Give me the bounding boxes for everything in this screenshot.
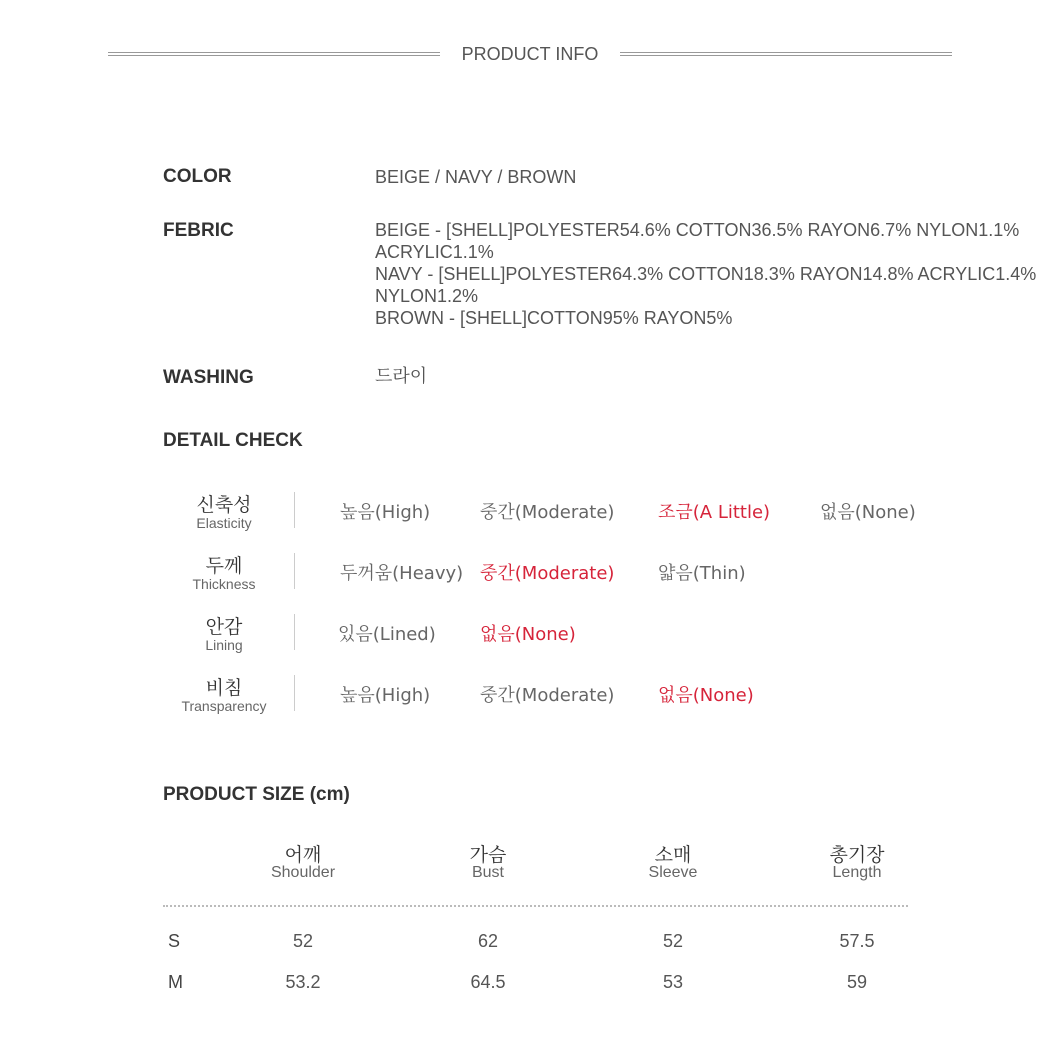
detail-row-elasticity xyxy=(150,490,1030,540)
detail-option: 높음(High) xyxy=(340,685,431,706)
fabric-line: BROWN - [SHELL]COTTON95% RAYON5% xyxy=(375,308,733,328)
size-col-header-en: Length xyxy=(832,864,882,881)
detail-option-selected: 중간(Moderate) xyxy=(480,563,615,584)
detail-row-thickness xyxy=(150,551,1030,601)
size-cell: 53.2 xyxy=(285,972,321,992)
detail-option: 중간(Moderate) xyxy=(480,685,615,706)
detail-row-transparency xyxy=(150,673,1030,723)
size-row-label: M xyxy=(168,972,183,992)
size-cell: 53 xyxy=(662,972,684,992)
divider xyxy=(294,614,295,650)
divider xyxy=(294,675,295,711)
fabric-label: FEBRIC xyxy=(163,220,234,241)
size-col-header-ko: 어깨 xyxy=(284,844,322,866)
color-label: COLOR xyxy=(163,166,232,187)
size-col-header-ko: 가슴 xyxy=(469,844,507,866)
size-cell: 52 xyxy=(662,931,684,951)
detail-row-label-en: Lining xyxy=(205,637,243,653)
detail-option: 있음(Lined) xyxy=(338,624,436,645)
detail-row-label-en: Transparency xyxy=(181,698,267,714)
fabric-line: NAVY - [SHELL]POLYESTER64.3% COTTON18.3% RAYON14.8% ACRYLIC1.4% xyxy=(375,264,1037,284)
detail-option: 없음(None) xyxy=(820,502,916,523)
size-col-header-en: Bust xyxy=(471,864,504,881)
fabric-line: ACRYLIC1.1% xyxy=(375,242,494,262)
size-col-header-ko: 소매 xyxy=(654,844,692,866)
detail-option-selected: 없음(None) xyxy=(658,685,754,706)
detail-option-selected: 조금(A Little) xyxy=(658,502,771,523)
detail-option-selected: 없음(None) xyxy=(480,624,576,645)
size-col-header-en: Shoulder xyxy=(270,864,336,881)
detail-check-title: DETAIL CHECK xyxy=(163,430,303,451)
table-divider xyxy=(163,905,908,907)
detail-option: 중간(Moderate) xyxy=(480,502,615,523)
detail-row-label-ko: 신축성 xyxy=(196,494,252,516)
header-rule-left xyxy=(108,52,440,56)
washing-value: 드라이 xyxy=(375,366,428,387)
page-title: PRODUCT INFO xyxy=(461,44,599,64)
divider xyxy=(294,492,295,528)
size-cell: 64.5 xyxy=(470,972,506,992)
fabric-line: NYLON1.2% xyxy=(375,286,479,306)
size-cell: 57.5 xyxy=(839,931,875,951)
size-col-header-en: Sleeve xyxy=(648,864,698,881)
divider xyxy=(294,553,295,589)
size-row-label: S xyxy=(168,931,181,951)
size-cell: 62 xyxy=(477,931,499,951)
detail-row-label-en: Thickness xyxy=(192,576,256,592)
detail-row-label-ko: 두께 xyxy=(205,555,243,577)
fabric-line: BEIGE - [SHELL]POLYESTER54.6% COTTON36.5% RAYON6.7% NYLON1.1% xyxy=(375,220,1020,240)
detail-row-label-ko: 비침 xyxy=(205,677,243,699)
detail-row-lining xyxy=(150,612,1030,662)
fabric-value xyxy=(375,219,1036,329)
size-cell: 52 xyxy=(292,931,314,951)
size-cell: 59 xyxy=(846,972,868,992)
detail-row-label-en: Elasticity xyxy=(196,515,252,531)
detail-option: 두꺼움(Heavy) xyxy=(340,563,464,584)
detail-option: 높음(High) xyxy=(340,502,431,523)
detail-row-label-ko: 안감 xyxy=(205,616,243,638)
size-col-header-ko: 총기장 xyxy=(829,844,885,866)
color-value: BEIGE / NAVY / BROWN xyxy=(375,167,577,187)
washing-label: WASHING xyxy=(163,367,254,388)
header-rule-right xyxy=(620,52,952,56)
product-size-title: PRODUCT SIZE (cm) xyxy=(163,784,350,805)
detail-option: 얇음(Thin) xyxy=(658,563,746,584)
